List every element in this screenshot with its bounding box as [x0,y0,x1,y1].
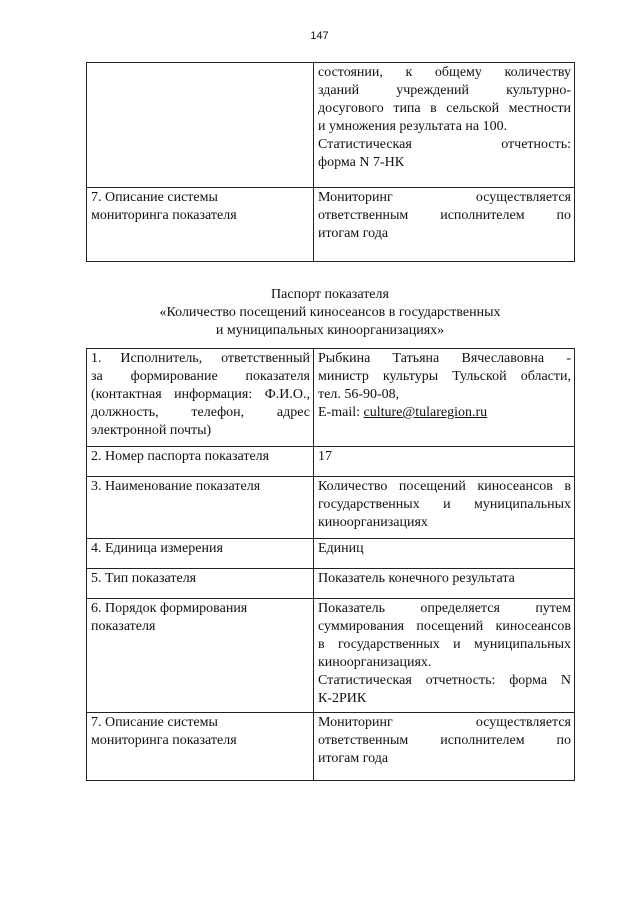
text-line: Рыбкина Татьяна Вячеславовна - [318,351,571,366]
text-line: ответственным исполнителем по [318,208,571,223]
table-cell-label: 3. Наименование показателя [87,477,314,539]
text-line: форма N 7-НК [318,155,405,170]
text-line: досугового типа в сельской местности [318,101,571,116]
text-line: в государственных и муниципальных [318,637,571,652]
passport-table-continued [86,62,575,262]
table-cell-label [87,713,314,781]
text-line: киноорганизациях [318,515,428,530]
text-line: Мониторинг осуществляется [318,190,571,205]
table-cell-label [87,188,314,262]
text-line: ответственным исполнителем по [318,733,571,748]
text-line: суммирования посещений киносеансов [318,619,571,634]
text-line: мониторинга показателя [91,733,237,748]
table-cell-label [87,349,314,447]
text-line: итогам года [318,751,389,766]
table-row [87,63,575,188]
text-line: мониторинга показателя [91,208,237,223]
table-row [87,349,575,447]
table-row [87,539,575,569]
table-cell-label [87,599,314,713]
text-line: зданий учреждений культурно- [318,83,571,98]
heading-line: и муниципальных киноорганизациях» [215,323,445,338]
table-cell-value [314,63,575,188]
table-cell-label: 2. Номер паспорта показателя [87,447,314,477]
page-number: 147 [310,30,329,42]
table-cell-label: 5. Тип показателя [87,569,314,599]
table-cell-value: Единиц [314,539,575,569]
text-line: Показатель определяется путем [318,601,571,616]
text-line: киноорганизациях. [318,655,432,670]
table-cell-value: 17 [314,447,575,477]
text-line: итогам года [318,226,389,241]
text-line: министр культуры Тульской области, [318,369,571,384]
email-prefix: E-mail: [318,405,364,420]
table-cell-value: Показатель конечного результата [314,569,575,599]
text-line: электронной почты) [91,423,212,438]
table-cell-value [314,477,575,539]
passport-table [86,348,575,781]
text-line: состоянии, к общему количеству [318,65,571,80]
text-line: 7. Описание системы [91,715,218,730]
heading-line: Паспорт показателя [271,287,389,302]
table-cell-value [314,599,575,713]
table-cell-label: 4. Единица измерения [87,539,314,569]
table-row [87,599,575,713]
table-cell-value [314,713,575,781]
text-line: должность, телефон, адрес [91,405,310,420]
passport-heading [86,286,574,340]
table-cell-label [87,63,314,188]
table-cell-value [314,349,575,447]
heading-line: «Количество посещений киносеансов в государственных [159,305,501,320]
text-line: тел. 56-90-08, [318,387,400,402]
table-row [87,447,575,477]
text-line: за формирование показателя [91,369,310,384]
text-line: Количество посещений киносеансов в [318,479,571,494]
text-line: (контактная информация: Ф.И.О., [91,387,310,402]
text-line: 7. Описание системы [91,190,218,205]
text-line: показателя [91,619,156,634]
email-link[interactable]: culture@tularegion.ru [363,405,488,420]
table-row [87,713,575,781]
text-line: 1. Исполнитель, ответственный [91,351,310,366]
table-row [87,569,575,599]
text-line: 6. Порядок формирования [91,601,248,616]
text-line: К-2РИК [318,691,367,706]
text-line: Мониторинг осуществляется [318,715,571,730]
text-line: и умножения результата на 100. [318,119,508,134]
table-row [87,477,575,539]
table-row [87,188,575,262]
text-line: Статистическая отчетность: [318,137,571,152]
text-line: Статистическая отчетность: форма N [318,673,571,688]
email-line [318,404,571,422]
text-line: государственных и муниципальных [318,497,571,512]
table-cell-value [314,188,575,262]
